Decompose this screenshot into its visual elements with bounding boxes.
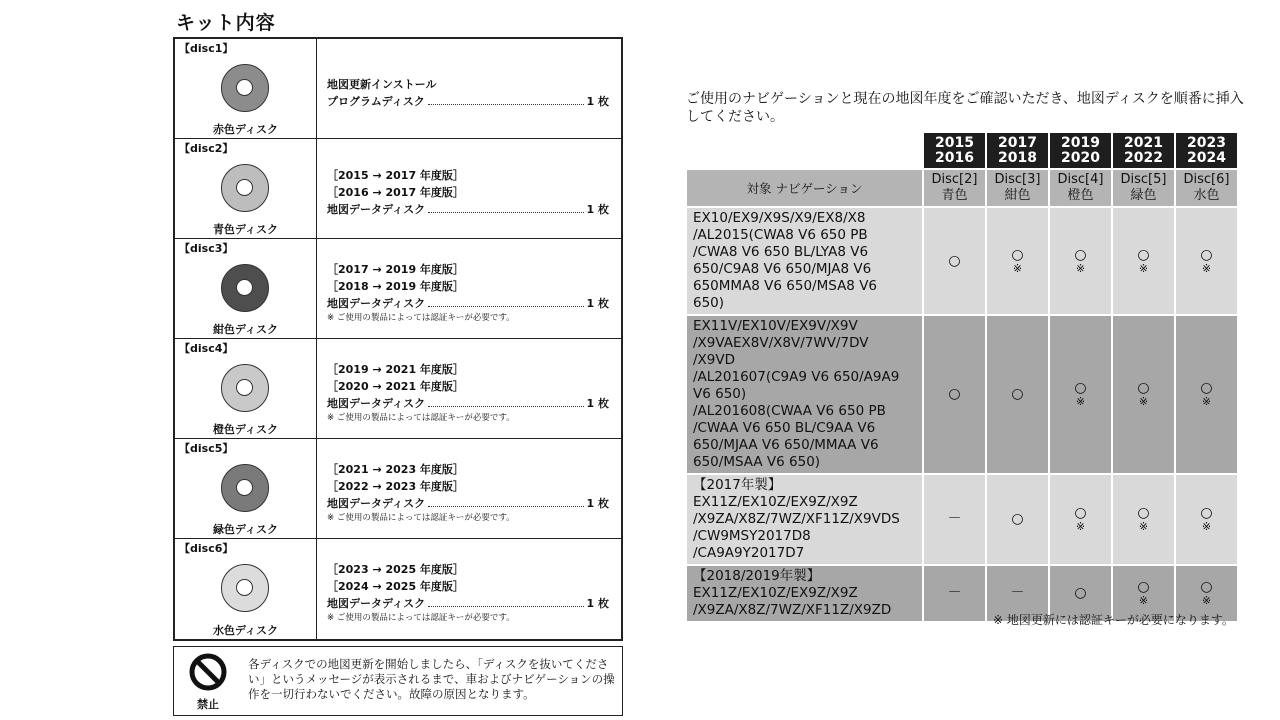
compatibility-mark: ○ bbox=[924, 316, 985, 473]
kit-row bbox=[175, 139, 621, 239]
product-type: 地図データディスク bbox=[327, 296, 426, 310]
disc-tag: 【disc1】 bbox=[179, 42, 234, 55]
navigation-compatibility-table bbox=[685, 131, 1239, 623]
target-navigation-header: 対象 ナビゲーション bbox=[687, 170, 922, 206]
year-range-header: 2017 2018 bbox=[987, 133, 1048, 168]
product-type: 地図データディスク bbox=[327, 496, 426, 510]
compatibility-mark: － bbox=[987, 566, 1048, 621]
edition-label: ［2019 → 2021 年度版］ bbox=[327, 362, 464, 376]
table-row bbox=[687, 316, 1237, 473]
product-line bbox=[327, 93, 609, 110]
kit-row bbox=[175, 439, 621, 539]
auth-key-note: ※ ご使用の製品によっては認証キーが必要です。 bbox=[327, 613, 515, 623]
disc-description bbox=[317, 439, 621, 538]
edition-label: ［2016 → 2017 年度版］ bbox=[327, 186, 464, 199]
product-quantity: 1 枚 bbox=[586, 94, 609, 108]
product-type: 地図データディスク bbox=[327, 203, 426, 216]
disc-cell bbox=[175, 39, 317, 138]
disc-description bbox=[317, 539, 621, 639]
compatibility-mark: ○ bbox=[987, 475, 1048, 564]
intro-text: ご使用のナビゲーションと現在の地図年度をご確認いただき、地図ディスクを順番に挿入してください。 bbox=[686, 91, 1244, 125]
product-line bbox=[327, 595, 609, 612]
disc-color-label: 赤色ディスク bbox=[212, 123, 279, 136]
edition-label: ［2022 → 2023 年度版］ bbox=[327, 479, 464, 493]
compatibility-mark: ○ ※ bbox=[1050, 475, 1111, 564]
disc-color-label: 橙色ディスク bbox=[212, 423, 279, 436]
disc-cell bbox=[175, 439, 317, 538]
kit-contents-title: キット内容 bbox=[176, 12, 276, 34]
disc-header: Disc[2] 青色 bbox=[924, 170, 985, 206]
edition-label: ［2020 → 2021 年度版］ bbox=[327, 379, 464, 393]
edition-label: ［2021 → 2023 年度版］ bbox=[327, 462, 464, 476]
auth-key-note: ※ ご使用の製品によっては認証キーが必要です。 bbox=[327, 312, 515, 323]
product-type: 地図データディスク bbox=[327, 597, 426, 610]
disc-icon bbox=[221, 464, 269, 512]
compatibility-mark: ○ ※ bbox=[1113, 475, 1174, 564]
compatibility-mark: － bbox=[924, 475, 985, 564]
disc-cell bbox=[175, 239, 317, 338]
table-footnote: ※ 地図更新には認証キーが必要になります。 bbox=[993, 613, 1234, 627]
disc-tag: 【disc2】 bbox=[179, 142, 234, 155]
kit-contents-table bbox=[173, 37, 623, 641]
table-row bbox=[687, 208, 1237, 314]
kit-row bbox=[175, 239, 621, 339]
disc-color-label: 緑色ディスク bbox=[212, 523, 279, 536]
disc-description bbox=[317, 239, 621, 338]
prohibition-label: 禁止 bbox=[197, 698, 219, 711]
disc-icon bbox=[221, 164, 269, 212]
disc-tag: 【disc4】 bbox=[179, 342, 234, 355]
compatibility-mark: ○ ※ bbox=[1050, 208, 1111, 314]
disc-cell bbox=[175, 339, 317, 438]
edition-label: ［2018 → 2019 年度版］ bbox=[327, 279, 464, 293]
compatibility-mark: ○ ※ bbox=[1050, 316, 1111, 473]
disc-color-label: 紺色ディスク bbox=[212, 323, 279, 336]
disc-header: Disc[6] 水色 bbox=[1176, 170, 1237, 206]
navigation-models-cell: EX11V/EX10V/EX9V/X9V /X9VAEX8V/X8V/7WV/7DV /X9VD /AL201607(C9A9 V6 650/A9A9 V6 650) /AL201608(CWAA V6 650 PB /CWAA V6 650 BL/C9AA V6 650/MJAA V6 650/MMAA V6 650/MSAA V6 650) bbox=[687, 316, 922, 473]
product-line bbox=[327, 395, 609, 412]
product-type: 地図データディスク bbox=[327, 396, 426, 410]
kit-row bbox=[175, 539, 621, 639]
warning-text: 各ディスクでの地図更新を開始しましたら、「ディスクを抜いてください」というメッセージが表示されるまで、車およびナビゲーションの操作を一切行わないでください。故障の原因となります。 bbox=[248, 657, 615, 701]
disc-tag: 【disc5】 bbox=[179, 442, 234, 455]
compatibility-mark: ○ bbox=[924, 208, 985, 314]
compatibility-mark: ○ bbox=[987, 316, 1048, 473]
edition-label: ［2017 → 2019 年度版］ bbox=[327, 262, 464, 276]
disc-description bbox=[317, 39, 621, 138]
disc-tag: 【disc3】 bbox=[179, 242, 234, 255]
warning-box bbox=[173, 646, 623, 716]
product-quantity: 1 枚 bbox=[586, 496, 609, 510]
disc-icon bbox=[221, 64, 269, 112]
product-quantity: 1 枚 bbox=[586, 396, 609, 410]
compatibility-mark: － bbox=[924, 566, 985, 621]
compatibility-mark: ○ ※ bbox=[1176, 316, 1237, 473]
disc-header: Disc[3] 紺色 bbox=[987, 170, 1048, 206]
navigation-models-cell: 【2018/2019年製】 EX11Z/EX10Z/EX9Z/X9Z /X9ZA/X8Z/7WZ/XF11Z/X9ZD bbox=[687, 566, 922, 621]
year-range-header: 2019 2020 bbox=[1050, 133, 1111, 168]
disc-cell bbox=[175, 539, 317, 639]
compatibility-mark: ○ ※ bbox=[1176, 475, 1237, 564]
product-name: 地図更新インストール bbox=[327, 77, 437, 91]
product-quantity: 1 枚 bbox=[586, 203, 609, 216]
disc-color-label: 水色ディスク bbox=[212, 624, 279, 637]
compatibility-mark: ○ ※ bbox=[1113, 208, 1174, 314]
disc-header: Disc[5] 緑色 bbox=[1113, 170, 1174, 206]
disc-color-label: 青色ディスク bbox=[212, 223, 279, 236]
compatibility-mark: ○ ※ bbox=[1176, 208, 1237, 314]
year-range-header: 2015 2016 bbox=[924, 133, 985, 168]
disc-icon bbox=[221, 564, 269, 612]
table-row bbox=[687, 475, 1237, 564]
navigation-models-cell: 【2017年製】 EX11Z/EX10Z/EX9Z/X9Z /X9ZA/X8Z/7WZ/XF11Z/X9VDS /CW9MSY2017D8 /CA9A9Y2017D7 bbox=[687, 475, 922, 564]
compatibility-mark: ○ bbox=[1050, 566, 1111, 621]
navigation-models-cell: EX10/EX9/X9S/X9/EX8/X8 /AL2015(CWA8 V6 650 PB /CWA8 V6 650 BL/LYA8 V6 650/C9A8 V6 650/MJA8 V6 650MMA8 V6 650/MSA8 V6 650) bbox=[687, 208, 922, 314]
edition-label: ［2023 → 2025 年度版］ bbox=[327, 563, 464, 576]
edition-label: ［2024 → 2025 年度版］ bbox=[327, 580, 464, 593]
auth-key-note: ※ ご使用の製品によっては認証キーが必要です。 bbox=[327, 512, 515, 523]
product-type: プログラムディスク bbox=[327, 94, 425, 108]
product-quantity: 1 枚 bbox=[586, 296, 609, 310]
product-quantity: 1 枚 bbox=[586, 597, 609, 610]
auth-key-note: ※ ご使用の製品によっては認証キーが必要です。 bbox=[327, 412, 515, 423]
disc-icon bbox=[221, 364, 269, 412]
compatibility-mark: ○ ※ bbox=[1113, 316, 1174, 473]
product-line bbox=[327, 495, 609, 512]
compatibility-mark: ○ ※ bbox=[1176, 566, 1237, 621]
disc-icon bbox=[221, 264, 269, 312]
kit-row bbox=[175, 39, 621, 139]
year-range-header: 2023 2024 bbox=[1176, 133, 1237, 168]
product-line bbox=[327, 201, 609, 218]
prohibition-icon bbox=[188, 652, 228, 692]
disc-cell bbox=[175, 139, 317, 238]
compatibility-mark: ○ ※ bbox=[987, 208, 1048, 314]
compatibility-mark: ○ ※ bbox=[1113, 566, 1174, 621]
disc-description bbox=[317, 139, 621, 238]
disc-tag: 【disc6】 bbox=[179, 542, 234, 555]
kit-row bbox=[175, 339, 621, 439]
product-line bbox=[327, 295, 609, 312]
edition-label: ［2015 → 2017 年度版］ bbox=[327, 169, 464, 182]
year-range-header: 2021 2022 bbox=[1113, 133, 1174, 168]
disc-header: Disc[4] 橙色 bbox=[1050, 170, 1111, 206]
disc-description bbox=[317, 339, 621, 438]
